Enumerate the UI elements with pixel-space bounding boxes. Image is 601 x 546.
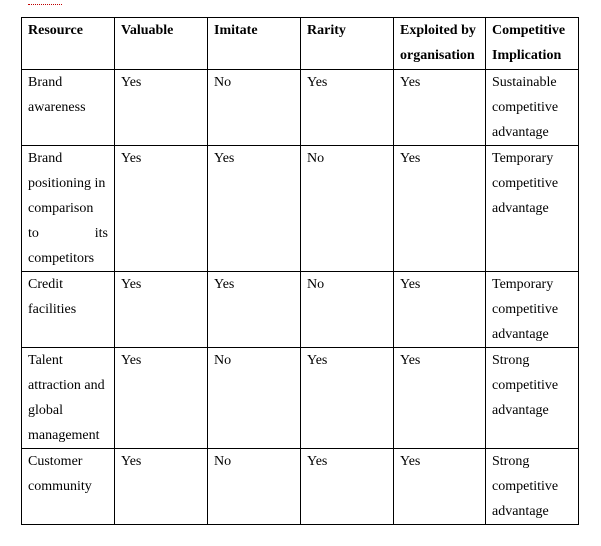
cell-imitate: Yes [208, 272, 301, 348]
cell-rarity: Yes [301, 449, 394, 525]
header-rarity: Rarity [301, 18, 394, 70]
cell-implication: Temporary competitive advantage [486, 272, 579, 348]
table-row [22, 70, 579, 146]
cell-rarity: No [301, 272, 394, 348]
spellcheck-underline [28, 0, 62, 5]
cell-exploited: Yes [394, 348, 486, 449]
vrio-table [21, 17, 579, 525]
cell-valuable: Yes [115, 272, 208, 348]
cell-resource: Brand awareness [22, 70, 115, 146]
cell-resource-word-to: to [28, 226, 39, 241]
cell-resource: Customer community [22, 449, 115, 525]
cell-exploited: Yes [394, 146, 486, 272]
cell-valuable: Yes [115, 348, 208, 449]
cell-resource: Credit facilities [22, 272, 115, 348]
cell-imitate: No [208, 348, 301, 449]
cell-imitate: No [208, 449, 301, 525]
cell-implication: Temporary competitive advantage [486, 146, 579, 272]
cell-valuable: Yes [115, 449, 208, 525]
cell-valuable: Yes [115, 146, 208, 272]
cell-implication: Strong competitive advantage [486, 348, 579, 449]
cell-rarity: No [301, 146, 394, 272]
cell-implication: Strong competitive advantage [486, 449, 579, 525]
table-row [22, 272, 579, 348]
table-header-row [22, 18, 579, 70]
cell-resource [22, 146, 115, 272]
cell-resource-text-end: competitors [28, 251, 95, 266]
cell-rarity: Yes [301, 70, 394, 146]
cell-rarity: Yes [301, 348, 394, 449]
table-row [22, 146, 579, 272]
cell-resource: Talent attraction and global management [22, 348, 115, 449]
cell-exploited: Yes [394, 70, 486, 146]
header-implication: Competitive Implication [486, 18, 579, 70]
cell-valuable: Yes [115, 70, 208, 146]
cell-resource-word-its: its [94, 226, 108, 241]
header-exploited: Exploited by organisation [394, 18, 486, 70]
header-resource: Resource [22, 18, 115, 70]
cell-imitate: No [208, 70, 301, 146]
header-valuable: Valuable [115, 18, 208, 70]
cell-implication: Sustainable competitive advantage [486, 70, 579, 146]
cell-exploited: Yes [394, 449, 486, 525]
cell-imitate: Yes [208, 146, 301, 272]
table-row [22, 449, 579, 525]
cell-resource-justified-line [28, 221, 108, 246]
header-imitate: Imitate [208, 18, 301, 70]
table-row [22, 348, 579, 449]
cell-exploited: Yes [394, 272, 486, 348]
cell-resource-text: Brand positioning in comparison [28, 151, 106, 216]
